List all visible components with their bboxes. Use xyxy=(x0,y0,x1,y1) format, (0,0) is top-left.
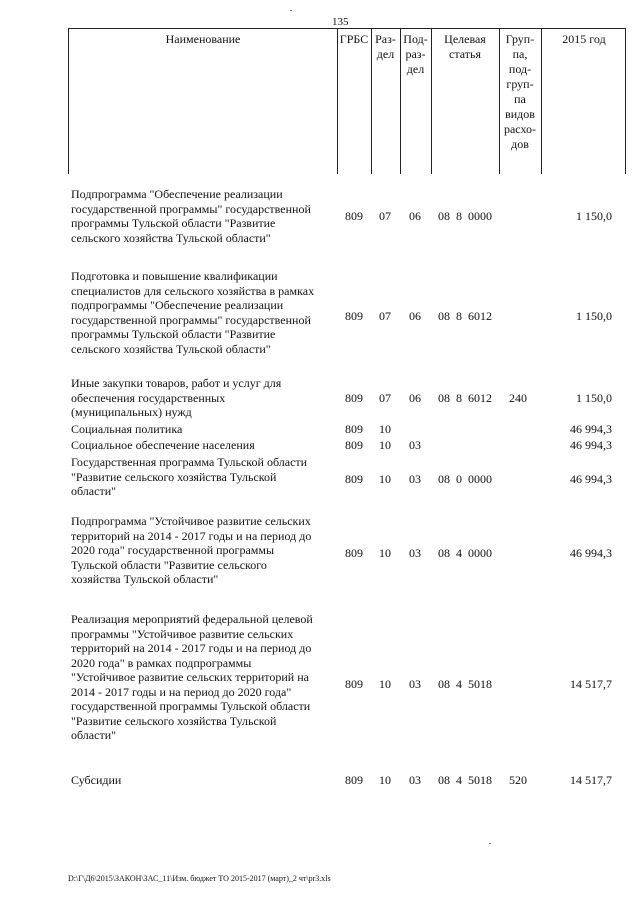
row-podrazdel: 03 xyxy=(409,773,421,787)
table-header xyxy=(68,28,626,174)
row-podrazdel: 03 xyxy=(409,438,421,452)
header-podrazdel: Под- раз- дел xyxy=(403,32,428,76)
page-number: 135 xyxy=(332,16,349,28)
row-sum: 1 150,0 xyxy=(576,309,612,323)
row-celevaya: 08 8 6012 xyxy=(438,309,492,323)
row-grbs: 809 xyxy=(345,773,363,787)
row-gruppa: 520 xyxy=(509,773,527,787)
row-sum: 46 994,3 xyxy=(570,422,612,436)
row-podrazdel: 03 xyxy=(409,546,421,560)
row-podrazdel: 06 xyxy=(409,209,421,223)
row-razdel: 10 xyxy=(379,546,391,560)
row-celevaya: 08 4 5018 xyxy=(438,677,492,691)
row-name: Социальное обеспечение населения xyxy=(71,438,255,452)
header-grbs: ГРБС xyxy=(339,32,369,46)
row-name: Государственная программа Тульской области "Развитие сельского хозяйства Тульской области" xyxy=(71,455,308,498)
file-path-footer: D:\Г\Д6\2015\ЗАКОН\ЗАС_11\Изм. бюджет ТО 2015-2017 (март)_2 чт\pr3.xls xyxy=(68,874,331,883)
row-razdel: 10 xyxy=(379,438,391,452)
row-razdel: 07 xyxy=(379,209,391,223)
row-celevaya: 08 4 0000 xyxy=(438,546,492,560)
row-grbs: 809 xyxy=(345,438,363,452)
row-name: Реализация мероприятий федеральной целевой программы "Устойчивое развитие сельских территорий на 2014 - 2017 годы и на период до 2020 года" в рамках подпрограммы "Устойчивое развитие сельских территорий на 2014 - 2017 годы и на период до 2020 года" государственной программы Тульской области "Развитие сельского хозяйства Тульской области" xyxy=(71,612,313,742)
header-razdel: Раз- дел xyxy=(375,32,396,61)
row-sum: 46 994,3 xyxy=(570,438,612,452)
row-sum: 1 150,0 xyxy=(576,391,612,405)
row-razdel: 10 xyxy=(379,773,391,787)
row-sum: 14 517,7 xyxy=(570,677,612,691)
row-grbs: 809 xyxy=(345,677,363,691)
row-sum: 14 517,7 xyxy=(570,773,612,787)
column-divider xyxy=(541,29,542,174)
row-grbs: 809 xyxy=(345,391,363,405)
row-podrazdel: 06 xyxy=(409,391,421,405)
row-grbs: 809 xyxy=(345,472,363,486)
row-razdel: 10 xyxy=(379,677,391,691)
row-grbs: 809 xyxy=(345,546,363,560)
header-gruppa: Груп- па, под- груп- па видов расхо- дов xyxy=(503,32,537,151)
row-grbs: 809 xyxy=(345,309,363,323)
row-sum: 1 150,0 xyxy=(576,209,612,223)
row-podrazdel: 06 xyxy=(409,309,421,323)
row-razdel: 10 xyxy=(379,422,391,436)
row-celevaya: 08 8 0000 xyxy=(438,209,492,223)
row-name: Социальная политика xyxy=(71,422,183,436)
header-name: Наименование xyxy=(165,32,241,46)
row-name: Подпрограмма "Обеспечение реализации государственной программы" государственной программы Тульской области "Развитие сельского хозяйства Тульской области" xyxy=(71,187,311,245)
row-sum: 46 994,3 xyxy=(570,472,612,486)
row-razdel: 07 xyxy=(379,391,391,405)
scan-speck xyxy=(290,10,292,11)
row-celevaya: 08 0 0000 xyxy=(438,472,492,486)
row-podrazdel: 03 xyxy=(409,472,421,486)
row-grbs: 809 xyxy=(345,209,363,223)
row-grbs: 809 xyxy=(345,422,363,436)
row-sum: 46 994,3 xyxy=(570,546,612,560)
scan-speck xyxy=(489,843,491,844)
row-name: Подпрограмма "Устойчивое развитие сельских территорий на 2014 - 2017 годы и на период до 2020 года" государственной программы Тульской области "Развитие сельского хозяйства Тульской области" xyxy=(71,514,312,586)
column-divider xyxy=(337,29,338,174)
header-year: 2015 год xyxy=(562,32,606,46)
row-celevaya: 08 8 6012 xyxy=(438,391,492,405)
row-name: Субсидии xyxy=(71,773,122,787)
row-name: Иные закупки товаров, работ и услуг для обеспечения государственных (муниципальных) нужд xyxy=(71,376,282,419)
row-razdel: 10 xyxy=(379,472,391,486)
header-celevaya: Целевая статья xyxy=(444,32,486,61)
row-razdel: 07 xyxy=(379,309,391,323)
row-podrazdel: 03 xyxy=(409,677,421,691)
row-celevaya: 08 4 5018 xyxy=(438,773,492,787)
row-name: Подготовка и повышение квалификации специалистов для сельского хозяйства в рамках подпрограммы "Обеспечение реализации государственной программы" государственной программы Тульской области "Развитие сельского хозяйства Тульской области" xyxy=(71,269,315,356)
row-gruppa: 240 xyxy=(509,391,527,405)
